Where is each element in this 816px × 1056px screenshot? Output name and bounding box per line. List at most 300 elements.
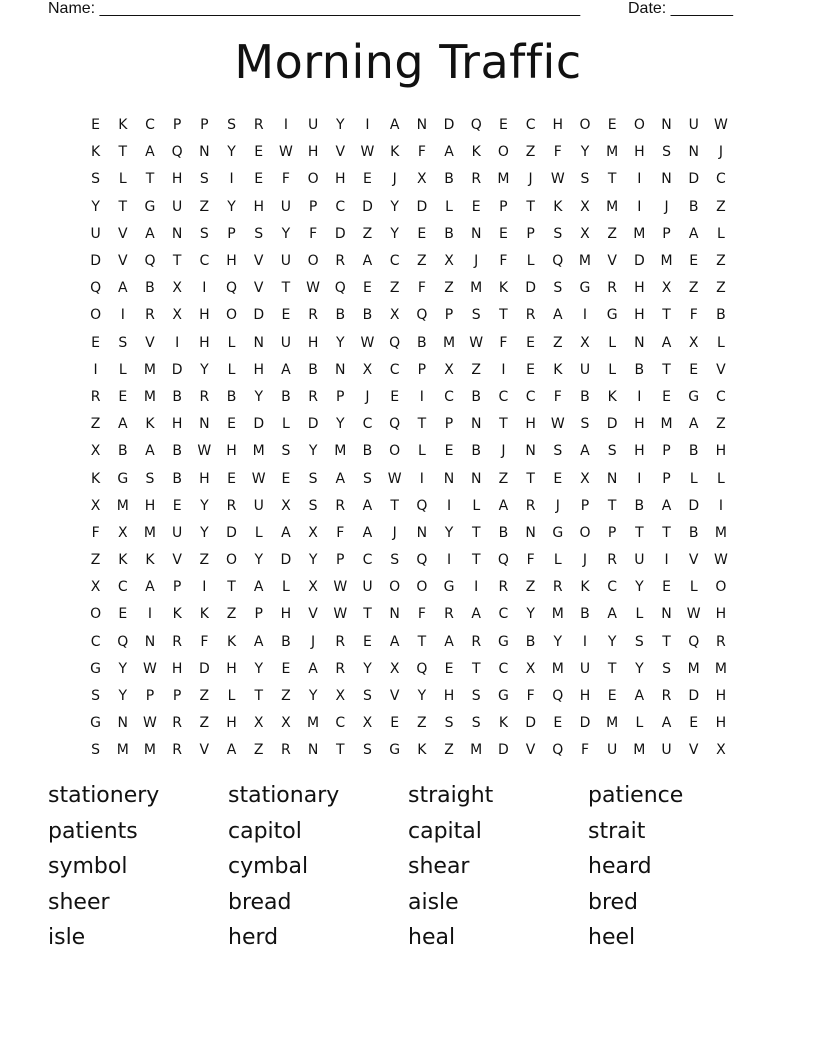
grid-cell[interactable]: T <box>471 524 481 541</box>
grid-cell[interactable]: O <box>416 579 428 596</box>
grid-cell[interactable]: P <box>336 552 345 569</box>
grid-cell[interactable]: H <box>144 497 156 514</box>
grid-cell[interactable]: M <box>633 225 646 242</box>
grid-cell[interactable]: I <box>93 361 98 378</box>
grid-cell[interactable]: X <box>417 171 427 188</box>
grid-cell[interactable]: D <box>90 253 101 270</box>
grid-cell[interactable]: G <box>443 579 455 596</box>
grid-cell[interactable]: X <box>172 280 182 297</box>
grid-cell[interactable]: Y <box>444 524 454 541</box>
grid-cell[interactable]: E <box>662 579 671 596</box>
grid-cell[interactable]: N <box>144 633 156 650</box>
grid-cell[interactable]: R <box>525 307 536 324</box>
grid-cell[interactable]: Y <box>635 579 644 596</box>
grid-cell[interactable]: S <box>308 497 318 514</box>
grid-cell[interactable]: L <box>608 361 617 378</box>
grid-cell[interactable]: A <box>335 470 346 487</box>
grid-cell[interactable]: Q <box>416 497 428 514</box>
grid-cell[interactable]: F <box>417 280 426 297</box>
grid-cell[interactable]: S <box>91 171 101 188</box>
grid-cell[interactable]: F <box>336 524 345 541</box>
grid-cell[interactable]: C <box>716 171 726 188</box>
grid-cell[interactable]: H <box>715 715 727 732</box>
grid-cell[interactable]: C <box>145 117 155 134</box>
grid-cell[interactable]: N <box>307 742 319 759</box>
grid-cell[interactable]: S <box>145 470 155 487</box>
grid-cell[interactable]: K <box>580 579 590 596</box>
grid-cell[interactable]: A <box>253 633 264 650</box>
grid-cell[interactable]: J <box>528 171 533 188</box>
grid-cell[interactable]: J <box>555 497 560 514</box>
grid-cell[interactable]: Z <box>525 579 536 596</box>
grid-cell[interactable]: Z <box>253 742 264 759</box>
grid-cell[interactable]: X <box>172 307 182 324</box>
grid-cell[interactable]: S <box>363 742 372 759</box>
grid-cell[interactable]: H <box>579 688 591 705</box>
grid-cell[interactable]: P <box>200 117 209 134</box>
grid-cell[interactable]: K <box>553 198 563 215</box>
grid-cell[interactable]: M <box>143 524 157 541</box>
grid-cell[interactable]: S <box>580 171 590 188</box>
grid-cell[interactable]: X <box>90 443 101 460</box>
grid-cell[interactable]: W <box>143 715 157 732</box>
grid-cell[interactable]: I <box>120 307 125 324</box>
grid-cell[interactable]: T <box>607 497 617 514</box>
grid-cell[interactable]: R <box>607 280 618 297</box>
grid-cell[interactable]: S <box>281 443 291 460</box>
grid-cell[interactable]: D <box>498 742 509 759</box>
grid-cell[interactable]: S <box>91 688 101 705</box>
grid-cell[interactable]: Y <box>526 606 535 623</box>
grid-cell[interactable]: T <box>254 688 263 705</box>
grid-cell[interactable]: P <box>172 117 182 134</box>
grid-cell[interactable]: X <box>580 334 590 351</box>
grid-cell[interactable]: P <box>227 225 236 242</box>
grid-cell[interactable]: Y <box>254 552 263 569</box>
grid-cell[interactable]: I <box>202 280 207 297</box>
grid-cell[interactable]: E <box>390 715 400 732</box>
grid-cell[interactable]: E <box>172 497 182 514</box>
grid-cell[interactable]: N <box>416 524 428 541</box>
grid-cell[interactable]: N <box>688 144 699 161</box>
grid-cell[interactable]: A <box>661 334 672 351</box>
grid-cell[interactable]: H <box>715 443 727 460</box>
grid-cell[interactable]: U <box>688 117 699 134</box>
grid-cell[interactable]: L <box>689 470 698 487</box>
grid-cell[interactable]: N <box>634 334 645 351</box>
grid-cell[interactable]: I <box>501 361 506 378</box>
grid-cell[interactable]: T <box>662 307 671 324</box>
grid-cell[interactable]: A <box>498 497 509 514</box>
grid-cell[interactable]: T <box>499 416 508 433</box>
grid-cell[interactable]: M <box>551 606 564 623</box>
grid-cell[interactable]: T <box>526 198 535 215</box>
grid-cell[interactable]: X <box>444 253 454 270</box>
grid-cell[interactable]: M <box>633 742 646 759</box>
grid-cell[interactable]: E <box>607 117 617 134</box>
grid-cell[interactable]: F <box>200 633 209 650</box>
grid-cell[interactable]: N <box>661 606 672 623</box>
grid-cell[interactable]: Y <box>200 524 209 541</box>
grid-cell[interactable]: N <box>117 715 129 732</box>
grid-cell[interactable]: O <box>90 307 102 324</box>
grid-cell[interactable]: U <box>280 198 292 215</box>
grid-cell[interactable]: S <box>363 688 372 705</box>
grid-cell[interactable]: D <box>416 198 428 215</box>
grid-cell[interactable]: A <box>281 524 291 541</box>
grid-cell[interactable]: V <box>607 253 617 270</box>
grid-cell[interactable]: C <box>362 416 373 433</box>
grid-cell[interactable]: Z <box>226 606 237 623</box>
grid-cell[interactable]: M <box>497 171 510 188</box>
grid-cell[interactable]: G <box>117 470 129 487</box>
grid-cell[interactable]: B <box>471 443 482 460</box>
grid-cell[interactable]: Z <box>716 198 726 215</box>
grid-cell[interactable]: T <box>607 171 617 188</box>
grid-cell[interactable]: A <box>362 253 373 270</box>
grid-cell[interactable]: L <box>417 443 426 460</box>
grid-cell[interactable]: U <box>90 225 101 242</box>
grid-cell[interactable]: A <box>308 660 318 677</box>
grid-cell[interactable]: F <box>499 253 508 270</box>
grid-cell[interactable]: B <box>281 388 291 405</box>
grid-cell[interactable]: A <box>145 579 155 596</box>
grid-cell[interactable]: G <box>144 198 156 215</box>
grid-cell[interactable]: D <box>525 280 536 297</box>
grid-cell[interactable]: W <box>278 144 293 161</box>
grid-cell[interactable]: P <box>499 198 508 215</box>
grid-cell[interactable]: S <box>91 742 101 759</box>
grid-cell[interactable]: A <box>362 524 373 541</box>
grid-cell[interactable]: U <box>280 253 292 270</box>
grid-cell[interactable]: X <box>90 497 101 514</box>
grid-cell[interactable]: H <box>307 144 319 161</box>
grid-cell[interactable]: R <box>308 307 318 324</box>
grid-cell[interactable]: O <box>90 606 102 623</box>
grid-cell[interactable]: E <box>91 117 101 134</box>
grid-cell[interactable]: F <box>553 388 562 405</box>
grid-cell[interactable]: S <box>553 225 563 242</box>
grid-cell[interactable]: A <box>634 688 645 705</box>
grid-cell[interactable]: L <box>118 361 127 378</box>
grid-cell[interactable]: G <box>497 688 509 705</box>
grid-cell[interactable]: Y <box>200 361 209 378</box>
grid-cell[interactable]: T <box>118 144 128 161</box>
grid-cell[interactable]: Y <box>308 443 318 460</box>
grid-cell[interactable]: B <box>417 334 427 351</box>
grid-cell[interactable]: L <box>227 334 236 351</box>
grid-cell[interactable]: B <box>688 524 699 541</box>
grid-cell[interactable]: Z <box>444 280 454 297</box>
grid-cell[interactable]: Y <box>580 144 590 161</box>
grid-cell[interactable]: N <box>443 470 455 487</box>
grid-cell[interactable]: O <box>389 579 401 596</box>
grid-cell[interactable]: A <box>580 443 590 460</box>
grid-cell[interactable]: V <box>117 225 128 242</box>
grid-cell[interactable]: U <box>661 742 672 759</box>
grid-cell[interactable]: E <box>444 443 454 460</box>
grid-cell[interactable]: M <box>252 443 265 460</box>
grid-cell[interactable]: Z <box>525 144 536 161</box>
grid-cell[interactable]: H <box>280 606 292 623</box>
grid-cell[interactable]: W <box>333 606 348 623</box>
grid-cell[interactable]: Q <box>144 253 156 270</box>
grid-cell[interactable]: L <box>227 361 236 378</box>
grid-cell[interactable]: L <box>553 552 562 569</box>
grid-cell[interactable]: S <box>471 307 481 324</box>
grid-cell[interactable]: Y <box>363 660 372 677</box>
grid-cell[interactable]: K <box>91 144 101 161</box>
grid-cell[interactable]: U <box>634 552 645 569</box>
grid-cell[interactable]: H <box>171 416 183 433</box>
grid-cell[interactable]: Y <box>227 144 236 161</box>
grid-cell[interactable]: L <box>635 606 644 623</box>
grid-cell[interactable]: S <box>254 225 264 242</box>
grid-cell[interactable]: Y <box>281 225 291 242</box>
grid-cell[interactable]: R <box>471 633 482 650</box>
grid-cell[interactable]: W <box>713 117 728 134</box>
grid-cell[interactable]: A <box>471 606 481 623</box>
grid-cell[interactable]: S <box>444 715 454 732</box>
grid-cell[interactable]: A <box>117 416 128 433</box>
grid-cell[interactable]: E <box>553 470 563 487</box>
grid-cell[interactable]: F <box>499 334 508 351</box>
grid-cell[interactable]: D <box>280 552 292 569</box>
grid-cell[interactable]: W <box>469 334 484 351</box>
grid-cell[interactable]: B <box>580 388 590 405</box>
grid-cell[interactable]: V <box>145 334 155 351</box>
grid-cell[interactable]: Y <box>118 660 128 677</box>
grid-cell[interactable]: J <box>311 633 316 650</box>
grid-cell[interactable]: P <box>444 307 454 324</box>
grid-cell[interactable]: K <box>145 552 155 569</box>
grid-cell[interactable]: M <box>143 361 157 378</box>
grid-cell[interactable]: X <box>580 225 590 242</box>
grid-cell[interactable]: Z <box>607 225 617 242</box>
grid-cell[interactable]: W <box>550 416 565 433</box>
grid-cell[interactable]: I <box>202 579 207 596</box>
grid-cell[interactable]: G <box>579 280 591 297</box>
grid-cell[interactable]: X <box>362 361 373 378</box>
grid-cell[interactable]: H <box>199 307 210 324</box>
grid-cell[interactable]: D <box>525 715 536 732</box>
grid-cell[interactable]: Q <box>497 552 509 569</box>
grid-cell[interactable]: C <box>199 253 210 270</box>
grid-cell[interactable]: C <box>607 579 618 596</box>
grid-cell[interactable]: E <box>689 361 699 378</box>
grid-cell[interactable]: R <box>335 660 346 677</box>
grid-cell[interactable]: Q <box>470 117 482 134</box>
grid-cell[interactable]: Q <box>416 552 428 569</box>
grid-cell[interactable]: H <box>226 660 237 677</box>
grid-cell[interactable]: P <box>172 579 182 596</box>
grid-cell[interactable]: B <box>688 443 699 460</box>
grid-cell[interactable]: F <box>417 144 426 161</box>
grid-cell[interactable]: E <box>662 388 671 405</box>
grid-cell[interactable]: Z <box>688 280 699 297</box>
grid-cell[interactable]: R <box>498 579 509 596</box>
grid-cell[interactable]: I <box>582 633 588 650</box>
grid-cell[interactable]: C <box>525 117 536 134</box>
grid-cell[interactable]: H <box>199 470 210 487</box>
grid-cell[interactable]: U <box>579 361 591 378</box>
grid-cell[interactable]: K <box>145 416 155 433</box>
grid-cell[interactable]: U <box>307 117 319 134</box>
grid-cell[interactable]: M <box>714 524 727 541</box>
grid-cell[interactable]: F <box>309 225 318 242</box>
grid-cell[interactable]: Y <box>336 117 345 134</box>
grid-cell[interactable]: B <box>362 307 373 324</box>
grid-cell[interactable]: V <box>688 552 699 569</box>
grid-cell[interactable]: J <box>582 552 588 569</box>
grid-cell[interactable]: R <box>335 497 346 514</box>
grid-cell[interactable]: H <box>253 198 264 215</box>
grid-cell[interactable]: Q <box>552 688 564 705</box>
grid-cell[interactable]: X <box>335 688 346 705</box>
grid-cell[interactable]: H <box>253 361 264 378</box>
grid-cell[interactable]: A <box>661 715 672 732</box>
grid-cell[interactable]: Z <box>199 198 210 215</box>
grid-cell[interactable]: M <box>660 416 673 433</box>
grid-cell[interactable]: N <box>171 225 183 242</box>
grid-cell[interactable]: L <box>717 470 725 487</box>
grid-cell[interactable]: Q <box>416 307 428 324</box>
grid-cell[interactable]: X <box>444 361 454 378</box>
grid-cell[interactable]: Y <box>336 416 345 433</box>
grid-cell[interactable]: O <box>579 524 591 541</box>
grid-cell[interactable]: M <box>578 253 592 270</box>
grid-cell[interactable]: A <box>281 361 291 378</box>
grid-cell[interactable]: X <box>389 307 400 324</box>
grid-cell[interactable]: P <box>662 443 671 460</box>
grid-cell[interactable]: W <box>333 579 348 596</box>
grid-cell[interactable]: E <box>91 334 101 351</box>
grid-cell[interactable]: E <box>281 660 291 677</box>
grid-cell[interactable]: Y <box>308 688 318 705</box>
grid-cell[interactable]: M <box>334 443 347 460</box>
grid-cell[interactable]: B <box>308 361 318 378</box>
grid-cell[interactable]: Y <box>635 660 644 677</box>
grid-cell[interactable]: H <box>715 606 727 623</box>
grid-cell[interactable]: W <box>713 552 728 569</box>
grid-cell[interactable]: V <box>335 144 346 161</box>
grid-cell[interactable]: E <box>607 688 617 705</box>
grid-cell[interactable]: H <box>525 416 536 433</box>
grid-cell[interactable]: Z <box>199 688 210 705</box>
grid-cell[interactable]: U <box>253 497 264 514</box>
grid-cell[interactable]: A <box>444 144 454 161</box>
grid-cell[interactable]: Z <box>552 334 563 351</box>
grid-cell[interactable]: E <box>417 225 427 242</box>
grid-cell[interactable]: V <box>308 606 318 623</box>
grid-cell[interactable]: E <box>363 280 372 297</box>
grid-cell[interactable]: H <box>226 253 237 270</box>
grid-cell[interactable]: Q <box>389 416 401 433</box>
grid-cell[interactable]: Y <box>553 633 563 650</box>
grid-cell[interactable]: Z <box>498 470 509 487</box>
grid-cell[interactable]: M <box>687 660 700 677</box>
grid-cell[interactable]: Z <box>389 280 400 297</box>
grid-cell[interactable]: N <box>525 443 536 460</box>
grid-cell[interactable]: K <box>471 144 481 161</box>
grid-cell[interactable]: B <box>634 497 645 514</box>
grid-cell[interactable]: M <box>606 715 619 732</box>
grid-cell[interactable]: W <box>306 280 321 297</box>
grid-cell[interactable]: D <box>226 524 237 541</box>
grid-cell[interactable]: L <box>118 171 127 188</box>
grid-cell[interactable]: L <box>689 579 698 596</box>
grid-cell[interactable]: Q <box>226 280 238 297</box>
grid-cell[interactable]: P <box>444 416 454 433</box>
grid-cell[interactable]: N <box>199 416 210 433</box>
grid-cell[interactable]: D <box>606 416 618 433</box>
grid-cell[interactable]: I <box>147 606 153 623</box>
grid-cell[interactable]: A <box>444 633 454 650</box>
grid-cell[interactable]: V <box>525 742 536 759</box>
grid-cell[interactable]: G <box>688 388 700 405</box>
grid-cell[interactable]: B <box>525 633 536 650</box>
grid-cell[interactable]: I <box>664 552 669 569</box>
grid-cell[interactable]: G <box>389 742 401 759</box>
grid-cell[interactable]: X <box>525 660 536 677</box>
grid-cell[interactable]: X <box>253 715 264 732</box>
grid-cell[interactable]: T <box>363 606 372 623</box>
grid-cell[interactable]: T <box>662 361 671 378</box>
grid-cell[interactable]: E <box>689 715 699 732</box>
date-field[interactable]: Date: _______ <box>628 0 733 17</box>
grid-cell[interactable]: B <box>444 225 454 242</box>
grid-cell[interactable]: N <box>470 470 482 487</box>
grid-cell[interactable]: O <box>226 552 238 569</box>
name-field[interactable]: Name: ______________________________________________________ <box>48 0 581 17</box>
grid-cell[interactable]: H <box>552 117 564 134</box>
grid-cell[interactable]: L <box>635 715 644 732</box>
grid-cell[interactable]: K <box>172 606 182 623</box>
grid-cell[interactable]: D <box>633 253 645 270</box>
grid-cell[interactable]: H <box>171 171 183 188</box>
grid-cell[interactable]: W <box>550 171 565 188</box>
grid-cell[interactable]: Z <box>716 253 726 270</box>
grid-cell[interactable]: E <box>254 144 264 161</box>
grid-cell[interactable]: N <box>470 225 482 242</box>
grid-cell[interactable]: E <box>281 307 291 324</box>
grid-cell[interactable]: F <box>526 552 535 569</box>
grid-cell[interactable]: J <box>365 388 370 405</box>
grid-cell[interactable]: O <box>579 117 591 134</box>
grid-cell[interactable]: X <box>580 470 590 487</box>
grid-cell[interactable]: R <box>172 715 183 732</box>
grid-cell[interactable]: A <box>688 225 699 242</box>
grid-cell[interactable]: E <box>444 660 454 677</box>
grid-cell[interactable]: K <box>498 280 508 297</box>
grid-cell[interactable]: B <box>172 470 182 487</box>
grid-cell[interactable]: T <box>118 198 128 215</box>
grid-cell[interactable]: E <box>689 253 699 270</box>
grid-cell[interactable]: Y <box>227 198 236 215</box>
grid-cell[interactable]: U <box>280 334 292 351</box>
grid-cell[interactable]: S <box>662 660 671 677</box>
grid-cell[interactable]: Z <box>199 715 210 732</box>
grid-cell[interactable]: R <box>172 742 183 759</box>
grid-cell[interactable]: U <box>172 198 183 215</box>
grid-cell[interactable]: V <box>117 253 128 270</box>
grid-cell[interactable]: W <box>197 443 212 460</box>
grid-cell[interactable]: S <box>662 144 671 161</box>
grid-cell[interactable]: I <box>419 470 424 487</box>
grid-cell[interactable]: E <box>363 633 372 650</box>
grid-cell[interactable]: E <box>471 198 481 215</box>
grid-cell[interactable]: U <box>172 524 183 541</box>
